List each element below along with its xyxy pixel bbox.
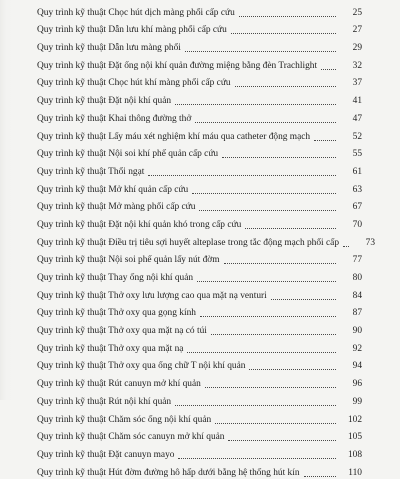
toc-entry-title: Quy trình kỹ thuật Dẫn lưu khí màng phổi cấp cứu	[37, 25, 227, 36]
toc-entry-title: Quy trình kỹ thuật Dẫn lưu màng phổi	[37, 43, 181, 54]
toc-entry	[37, 372, 362, 390]
toc-entry-title: Quy trình kỹ thuật Thở oxy qua gọng kính	[37, 308, 196, 319]
toc-entry	[37, 125, 362, 143]
toc-entry	[37, 319, 362, 337]
dot-leader	[178, 458, 336, 459]
toc-entry-title: Quy trình kỹ thuật Chăm sóc ống nội khí quản	[37, 414, 212, 425]
toc-entry-page-number: 99	[352, 396, 362, 407]
dot-leader	[231, 33, 336, 34]
dot-leader	[195, 122, 336, 123]
toc-entry-page-number: 61	[352, 166, 362, 177]
toc-entry	[37, 178, 362, 196]
table-of-contents	[37, 1, 376, 479]
toc-entry-title: Quy trình kỹ thuật Đặt canuyn mayo	[37, 449, 175, 460]
toc-entry-title: Quy trình kỹ thuật Thở oxy qua mặt nạ có túi	[37, 326, 207, 337]
toc-entry	[37, 107, 362, 125]
toc-entry-page-number: 32	[352, 60, 362, 71]
toc-entry	[37, 284, 362, 302]
toc-entry-title: Quy trình kỹ thuật Nội soi phế quản lấy nút đờm	[37, 255, 220, 266]
toc-entry-title: Quy trình kỹ thuật Đặt nội khí quản	[37, 96, 172, 107]
toc-entry	[37, 89, 362, 107]
dot-leader	[148, 175, 336, 176]
toc-entry	[37, 160, 362, 178]
toc-entry-page-number: 105	[347, 432, 362, 443]
toc-entry-title: Quy trình kỹ thuật Thổi ngạt	[37, 166, 145, 177]
toc-entry-title: Quy trình kỹ thuật Mở màng phổi cấp cứu	[37, 202, 196, 213]
toc-entry-page-number: 73	[365, 237, 376, 248]
toc-entry-page-number: 90	[352, 326, 362, 337]
toc-entry-page-number: 37	[352, 78, 362, 89]
dot-leader	[187, 352, 336, 353]
dot-leader	[249, 369, 336, 370]
toc-entry	[37, 196, 362, 214]
toc-entry	[37, 19, 362, 37]
toc-entry	[37, 408, 362, 426]
dot-leader	[175, 104, 336, 105]
toc-entry-page-number: 47	[352, 113, 362, 124]
dot-leader	[185, 51, 336, 52]
toc-entry-title: Quy trình kỹ thuật Lấy máu xét nghiệm khí máu qua catheter động mạch	[37, 131, 311, 142]
toc-entry-title: Quy trình kỹ thuật Khai thông đường thở	[37, 113, 192, 124]
toc-entry	[37, 302, 362, 320]
toc-entry-page-number: 87	[352, 308, 362, 319]
toc-entry-page-number: 52	[352, 131, 362, 142]
dot-leader	[175, 405, 336, 406]
toc-entry	[37, 72, 362, 90]
toc-entry-page-number: 63	[352, 184, 362, 195]
toc-entry	[37, 355, 362, 373]
toc-entry	[37, 249, 362, 267]
dot-leader	[304, 476, 336, 477]
toc-entry	[37, 54, 362, 72]
dot-leader	[271, 299, 336, 300]
toc-entry	[37, 1, 362, 19]
toc-entry-title: Quy trình kỹ thuật Rút nội khí quản	[37, 396, 172, 407]
toc-entry	[37, 337, 362, 355]
dot-leader	[211, 334, 336, 335]
toc-entry-title: Quy trình kỹ thuật Chăm sóc canuyn mở khí quản	[37, 432, 225, 443]
toc-entry-page-number: 108	[347, 449, 362, 460]
toc-entry-title: Quy trình kỹ thuật Hút đờm đường hô hấp dưới bằng hệ thống hút kín	[37, 467, 300, 478]
dot-leader	[200, 316, 336, 317]
toc-entry-page-number: 94	[352, 361, 362, 372]
toc-entry-title: Quy trình kỹ thuật Chọc hút dịch màng phổi cấp cứu	[37, 7, 235, 18]
toc-entry-title: Quy trình kỹ thuật Thay ống nội khí quản	[37, 273, 194, 283]
toc-entry-page-number: 41	[352, 96, 362, 107]
dot-leader	[228, 440, 336, 441]
toc-entry-page-number: 84	[352, 290, 362, 301]
dot-leader	[222, 157, 336, 158]
toc-entry-page-number: 25	[352, 7, 362, 18]
toc-entry-title: Quy trình kỹ thuật Đặt nội khí quản khó trong cấp cứu	[37, 219, 242, 230]
toc-entry-page-number: 67	[352, 202, 362, 213]
toc-entry-page-number: 29	[352, 43, 362, 54]
toc-entry-title: Quy trình kỹ thuật Đặt ống nội khí quản đường miệng bằng đèn Trachlight	[37, 60, 318, 71]
toc-entry-title: Quy trình kỹ thuật Điều trị tiêu sợi huyết alteplase trong tắc động mạch phổi cấp	[37, 237, 340, 248]
dot-leader	[245, 228, 336, 229]
toc-entry-page-number: 92	[352, 343, 362, 354]
toc-entry	[37, 231, 376, 249]
dot-leader	[343, 246, 349, 247]
toc-entry-page-number: 77	[352, 255, 362, 266]
toc-entry	[37, 143, 362, 161]
dot-leader	[192, 193, 336, 194]
toc-entry-page-number: 102	[347, 414, 362, 425]
dot-leader	[321, 69, 336, 70]
toc-entry	[37, 390, 362, 408]
toc-entry	[37, 36, 362, 54]
toc-entry-page-number: 55	[352, 149, 362, 160]
toc-entry	[37, 426, 362, 444]
dot-leader	[235, 86, 336, 87]
toc-entry-title: Quy trình kỹ thuật Rút canuyn mở khí quản	[37, 379, 201, 390]
toc-entry-title: Quy trình kỹ thuật Chọc hút khí màng phổi cấp cứu	[37, 78, 231, 89]
toc-entry	[37, 443, 362, 461]
toc-entry-title: Quy trình kỹ thuật Nội soi khí phế quản cấp cứu	[37, 149, 219, 160]
toc-entry-title: Quy trình kỹ thuật Thở oxy qua ống chữ T nội khí quản	[37, 361, 246, 372]
toc-entry	[37, 461, 362, 479]
toc-entry	[37, 266, 362, 284]
toc-entry-page-number: 110	[348, 467, 362, 478]
dot-leader	[224, 263, 336, 264]
dot-leader	[199, 210, 336, 211]
dot-leader	[314, 140, 336, 141]
toc-entry	[37, 213, 362, 231]
dot-leader	[239, 16, 336, 17]
toc-entry-title: Quy trình kỹ thuật Thở oxy lưu lượng cao qua mặt nạ venturi	[37, 290, 267, 301]
toc-entry-page-number: 80	[352, 273, 362, 283]
toc-entry-title: Quy trình kỹ thuật Mở khí quản cấp cứu	[37, 184, 189, 195]
toc-entry-page-number: 96	[352, 379, 362, 390]
dot-leader	[205, 387, 336, 388]
dot-leader	[197, 281, 336, 282]
toc-entry-title: Quy trình kỹ thuật Thở oxy qua mặt nạ	[37, 343, 184, 354]
dot-leader	[215, 423, 336, 424]
toc-entry-page-number: 27	[352, 25, 362, 36]
toc-entry-page-number: 70	[352, 219, 362, 230]
